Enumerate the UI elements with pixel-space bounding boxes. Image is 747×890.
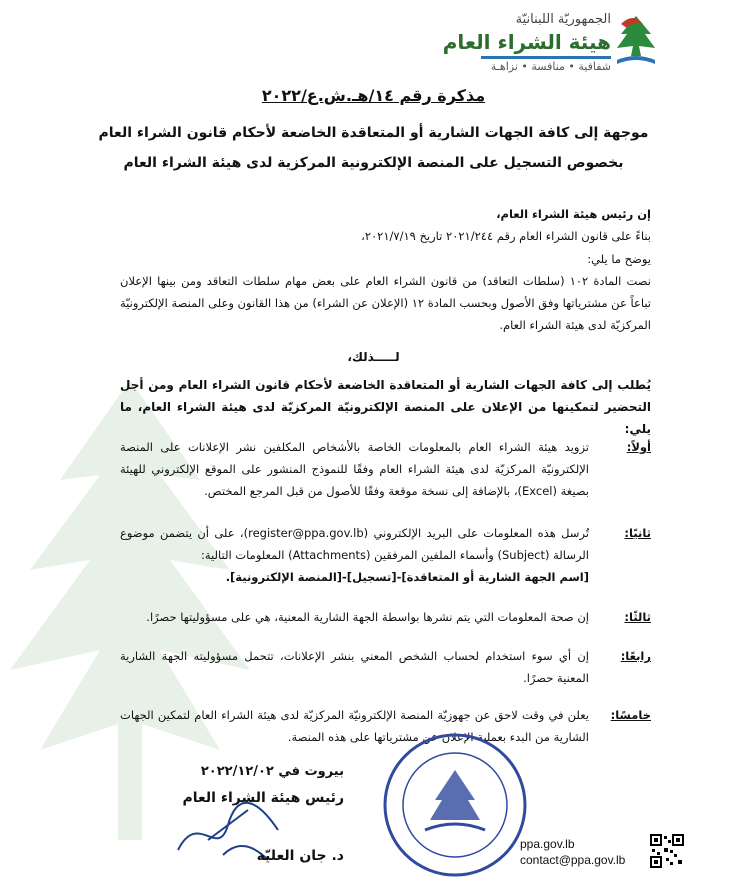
legal-basis: بناءً على قانون الشراء العام رقم ٢٠٢١/٢٤٤ تاريخ ٢٠٢١/٧/١٩، bbox=[361, 229, 651, 243]
signatory-name: د. جان العليّة bbox=[256, 848, 344, 864]
list-item bbox=[120, 522, 651, 588]
item-label: ثالثًا: bbox=[624, 610, 651, 624]
place-date: بيروت في ٢٠٢٢/١٢/٠٢ bbox=[200, 764, 344, 779]
addressee: إن رئيس هيئة الشراء العام، bbox=[496, 207, 651, 221]
qr-code-icon bbox=[650, 834, 684, 868]
memo-subject bbox=[60, 118, 687, 178]
article-paragraph: نصت المادة ١٠٢ (سلطات التعاقد) من قانون الشراء العام على بعض مهام سلطات التعاقد ومن بينها الإعلان تباعاً عن مشترياتها وفق الأصول وبحسب المادة ١٢ (الإعلان عن الشراء) من هذا القانون وعلى المنصة الإلكترونيّة المركزيّة لدى هيئة الشراء العام. bbox=[120, 274, 652, 332]
ppa-emblem-icon bbox=[613, 12, 659, 70]
item-label: خامسًا: bbox=[610, 708, 651, 722]
list-item bbox=[120, 606, 651, 628]
subject-line-2: بخصوص التسجيل على المنصة الإلكترونية المركزية لدى هيئة الشراء العام bbox=[123, 155, 624, 171]
request-paragraph: يُطلب إلى كافة الجهات الشارية أو المتعاقدة الخاضعة لأحكام قانون الشراء العام ومن أجل التحضير لتمكينها من الإعلان على المنصة الإلكترونيّة المركزيّة لدى هيئة الشراء العام، ما يلي: bbox=[120, 378, 651, 436]
memo-number: مذكرة رقم ١٤/هـ.ش.ع/٢٠٢٢ bbox=[261, 86, 486, 105]
signatory-role: رئيس هيئة الشراء العام bbox=[182, 790, 344, 806]
official-stamp-icon bbox=[380, 730, 530, 880]
website-link[interactable]: ppa.gov.lb bbox=[520, 837, 575, 851]
clarifies-label: يوضح ما يلي: bbox=[587, 252, 651, 266]
item-label: رابعًا: bbox=[620, 649, 651, 663]
item-text: تُرسل هذه المعلومات على البريد الإلكتروني (register@ppa.gov.lb)، على أن يتضمن موضوع الرسالة (Subject) وأسماء الملفين المرفقين (Attachments) المعلومات التالية: bbox=[120, 526, 589, 562]
therefore-heading: لـــــذلك، bbox=[347, 350, 400, 364]
subject-format: [اسم الجهة الشارية أو المتعاقدة]-[تسجيل]-[المنصة الإلكترونية]. bbox=[225, 570, 589, 584]
email-link[interactable]: contact@ppa.gov.lb bbox=[520, 853, 626, 867]
item-text: إن أي سوء استخدام لحساب الشخص المعني بنشر الإعلانات، تتحمل مسؤوليته الجهة الشارية المعنية حصرًا. bbox=[120, 649, 589, 685]
logo-underline bbox=[481, 56, 611, 59]
list-item bbox=[120, 436, 651, 502]
republic-label: الجمهوريّة اللبنانيّة bbox=[515, 12, 611, 27]
item-label: أولاً: bbox=[626, 440, 651, 454]
subject-line-1: موجهة إلى كافة الجهات الشارية أو المتعاقدة الخاضعة لأحكام قانون الشراء العام bbox=[98, 125, 649, 141]
authority-name: هيئة الشراء العام bbox=[442, 30, 611, 54]
item-label: ثانيًا: bbox=[624, 526, 651, 540]
item-text: يعلن في وقت لاحق عن جهوزيّة المنصة الإلكترونيّة المركزيّة لدى هيئة الشراء العام لتمكين الجهات الشارية من البدء بعملية الإعلان عن مشترياتها على هذه المنصة. bbox=[120, 708, 589, 744]
item-text: إن صحة المعلومات التي يتم نشرها بواسطة الجهة الشارية المعنية، هي على مسؤوليتها حصرًا. bbox=[146, 610, 589, 624]
item-text: تزويد هيئة الشراء العام بالمعلومات الخاصة بالأشخاص المكلفين نشر الإعلانات على المنصة الإلكترونيّة المركزيّة لدى هيئة الشراء العام وفقًا للنموذج المنشور على الموقع الإلكتروني للهيئة بصيغة (Excel)، بالإضافة إلى نسخة موقعة وفقًا للأصول من قبل المرجع المختص. bbox=[120, 440, 589, 498]
list-item bbox=[120, 645, 651, 689]
tagline: شفافية • منافسة • نزاهـة bbox=[490, 60, 611, 73]
contact-footer bbox=[520, 836, 644, 868]
authority-logo bbox=[442, 8, 659, 78]
